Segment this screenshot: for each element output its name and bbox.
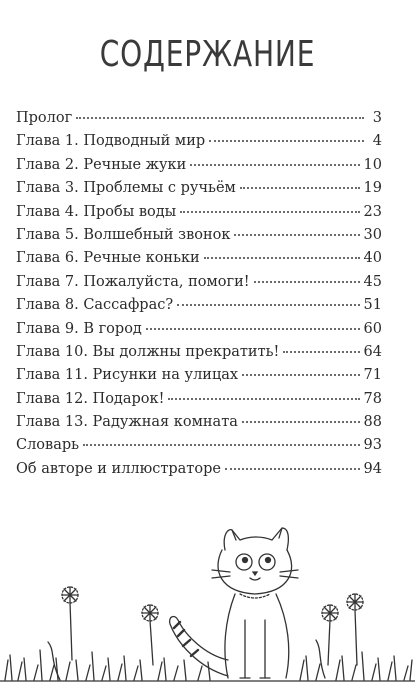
dot-leader	[83, 444, 360, 446]
toc-entry-label: Глава 8. Сассафрас?	[16, 297, 174, 314]
toc-entry-label: Глава 2. Речные жуки	[16, 156, 187, 173]
toc-entry	[16, 437, 382, 460]
toc-entry	[16, 157, 382, 180]
toc-entry-label: Глава 7. Пожалуйста, помоги!	[16, 273, 250, 290]
toc-entry	[16, 274, 382, 297]
toc-entry	[16, 414, 382, 437]
dot-leader	[225, 468, 360, 470]
dot-leader	[180, 211, 359, 213]
toc-entry	[16, 204, 382, 227]
toc-entry-page: 94	[363, 460, 382, 477]
table-of-contents	[16, 110, 382, 484]
dot-leader	[234, 234, 359, 236]
toc-entry-label: Глава 5. Волшебный звонок	[16, 226, 231, 243]
toc-entry-label: Глава 12. Подарок!	[16, 390, 165, 407]
toc-entry-label: Глава 4. Пробы воды	[16, 203, 177, 220]
toc-entry-page: 78	[363, 390, 382, 407]
toc-entry	[16, 180, 382, 203]
toc-entry-label: Глава 10. Вы должны прекратить!	[16, 343, 280, 360]
dandelion-icon	[322, 605, 338, 665]
dandelion-icon	[347, 594, 363, 665]
toc-entry-page: 30	[363, 226, 382, 243]
toc-entry-page: 60	[363, 320, 382, 337]
dot-leader	[242, 421, 360, 423]
dot-leader	[204, 257, 360, 259]
cat-meadow-illustration	[0, 510, 415, 698]
toc-entry-label: Об авторе и иллюстраторе	[16, 460, 221, 477]
toc-entry-page: 45	[363, 273, 382, 290]
dandelion-icon	[142, 605, 158, 665]
toc-entry	[16, 227, 382, 250]
dot-leader	[242, 374, 359, 376]
toc-entry-label: Словарь	[16, 437, 80, 454]
toc-entry	[16, 367, 382, 390]
dot-leader	[209, 140, 364, 142]
toc-entry-page: 40	[363, 250, 382, 267]
toc-entry-label: Глава 13. Радужная комната	[16, 414, 238, 431]
toc-entry-page: 71	[363, 367, 382, 384]
toc-entry-page: 10	[363, 156, 382, 173]
toc-entry-label: Глава 3. Проблемы с ручьём	[16, 180, 236, 197]
toc-entry-page: 64	[363, 343, 382, 360]
cat-icon	[170, 528, 298, 678]
toc-entry	[16, 297, 382, 320]
toc-entry	[16, 321, 382, 344]
dot-leader	[168, 398, 359, 400]
dot-leader	[190, 164, 359, 166]
toc-entry	[16, 250, 382, 273]
toc-entry-page: 88	[363, 414, 382, 431]
toc-entry-page: 3	[372, 110, 382, 126]
dot-leader	[146, 328, 360, 330]
toc-entry	[16, 391, 382, 414]
toc-entry-label: Глава 1. Подводный мир	[16, 133, 206, 150]
toc-entry-page: 51	[363, 297, 382, 314]
toc-entry-label: Пролог	[16, 110, 73, 126]
toc-entry-page: 4	[372, 133, 382, 150]
toc-entry	[16, 344, 382, 367]
dot-leader	[76, 117, 364, 119]
dot-leader	[240, 187, 360, 189]
toc-entry-label: Глава 11. Рисунки на улицах	[16, 367, 239, 384]
toc-entry	[16, 110, 382, 133]
toc-entry	[16, 133, 382, 156]
toc-entry-label: Глава 9. В город	[16, 320, 142, 337]
page-title: СОДЕРЖАНИЕ	[99, 34, 316, 75]
dandelion-icon	[62, 587, 78, 660]
toc-entry	[16, 461, 382, 484]
dot-leader	[177, 304, 359, 306]
dot-leader	[283, 351, 359, 353]
toc-entry-label: Глава 6. Речные коньки	[16, 250, 200, 267]
toc-entry-page: 93	[363, 437, 382, 454]
dot-leader	[254, 281, 360, 283]
toc-entry-page: 23	[363, 203, 382, 220]
grass-icon	[0, 650, 415, 681]
toc-entry-page: 19	[363, 180, 382, 197]
